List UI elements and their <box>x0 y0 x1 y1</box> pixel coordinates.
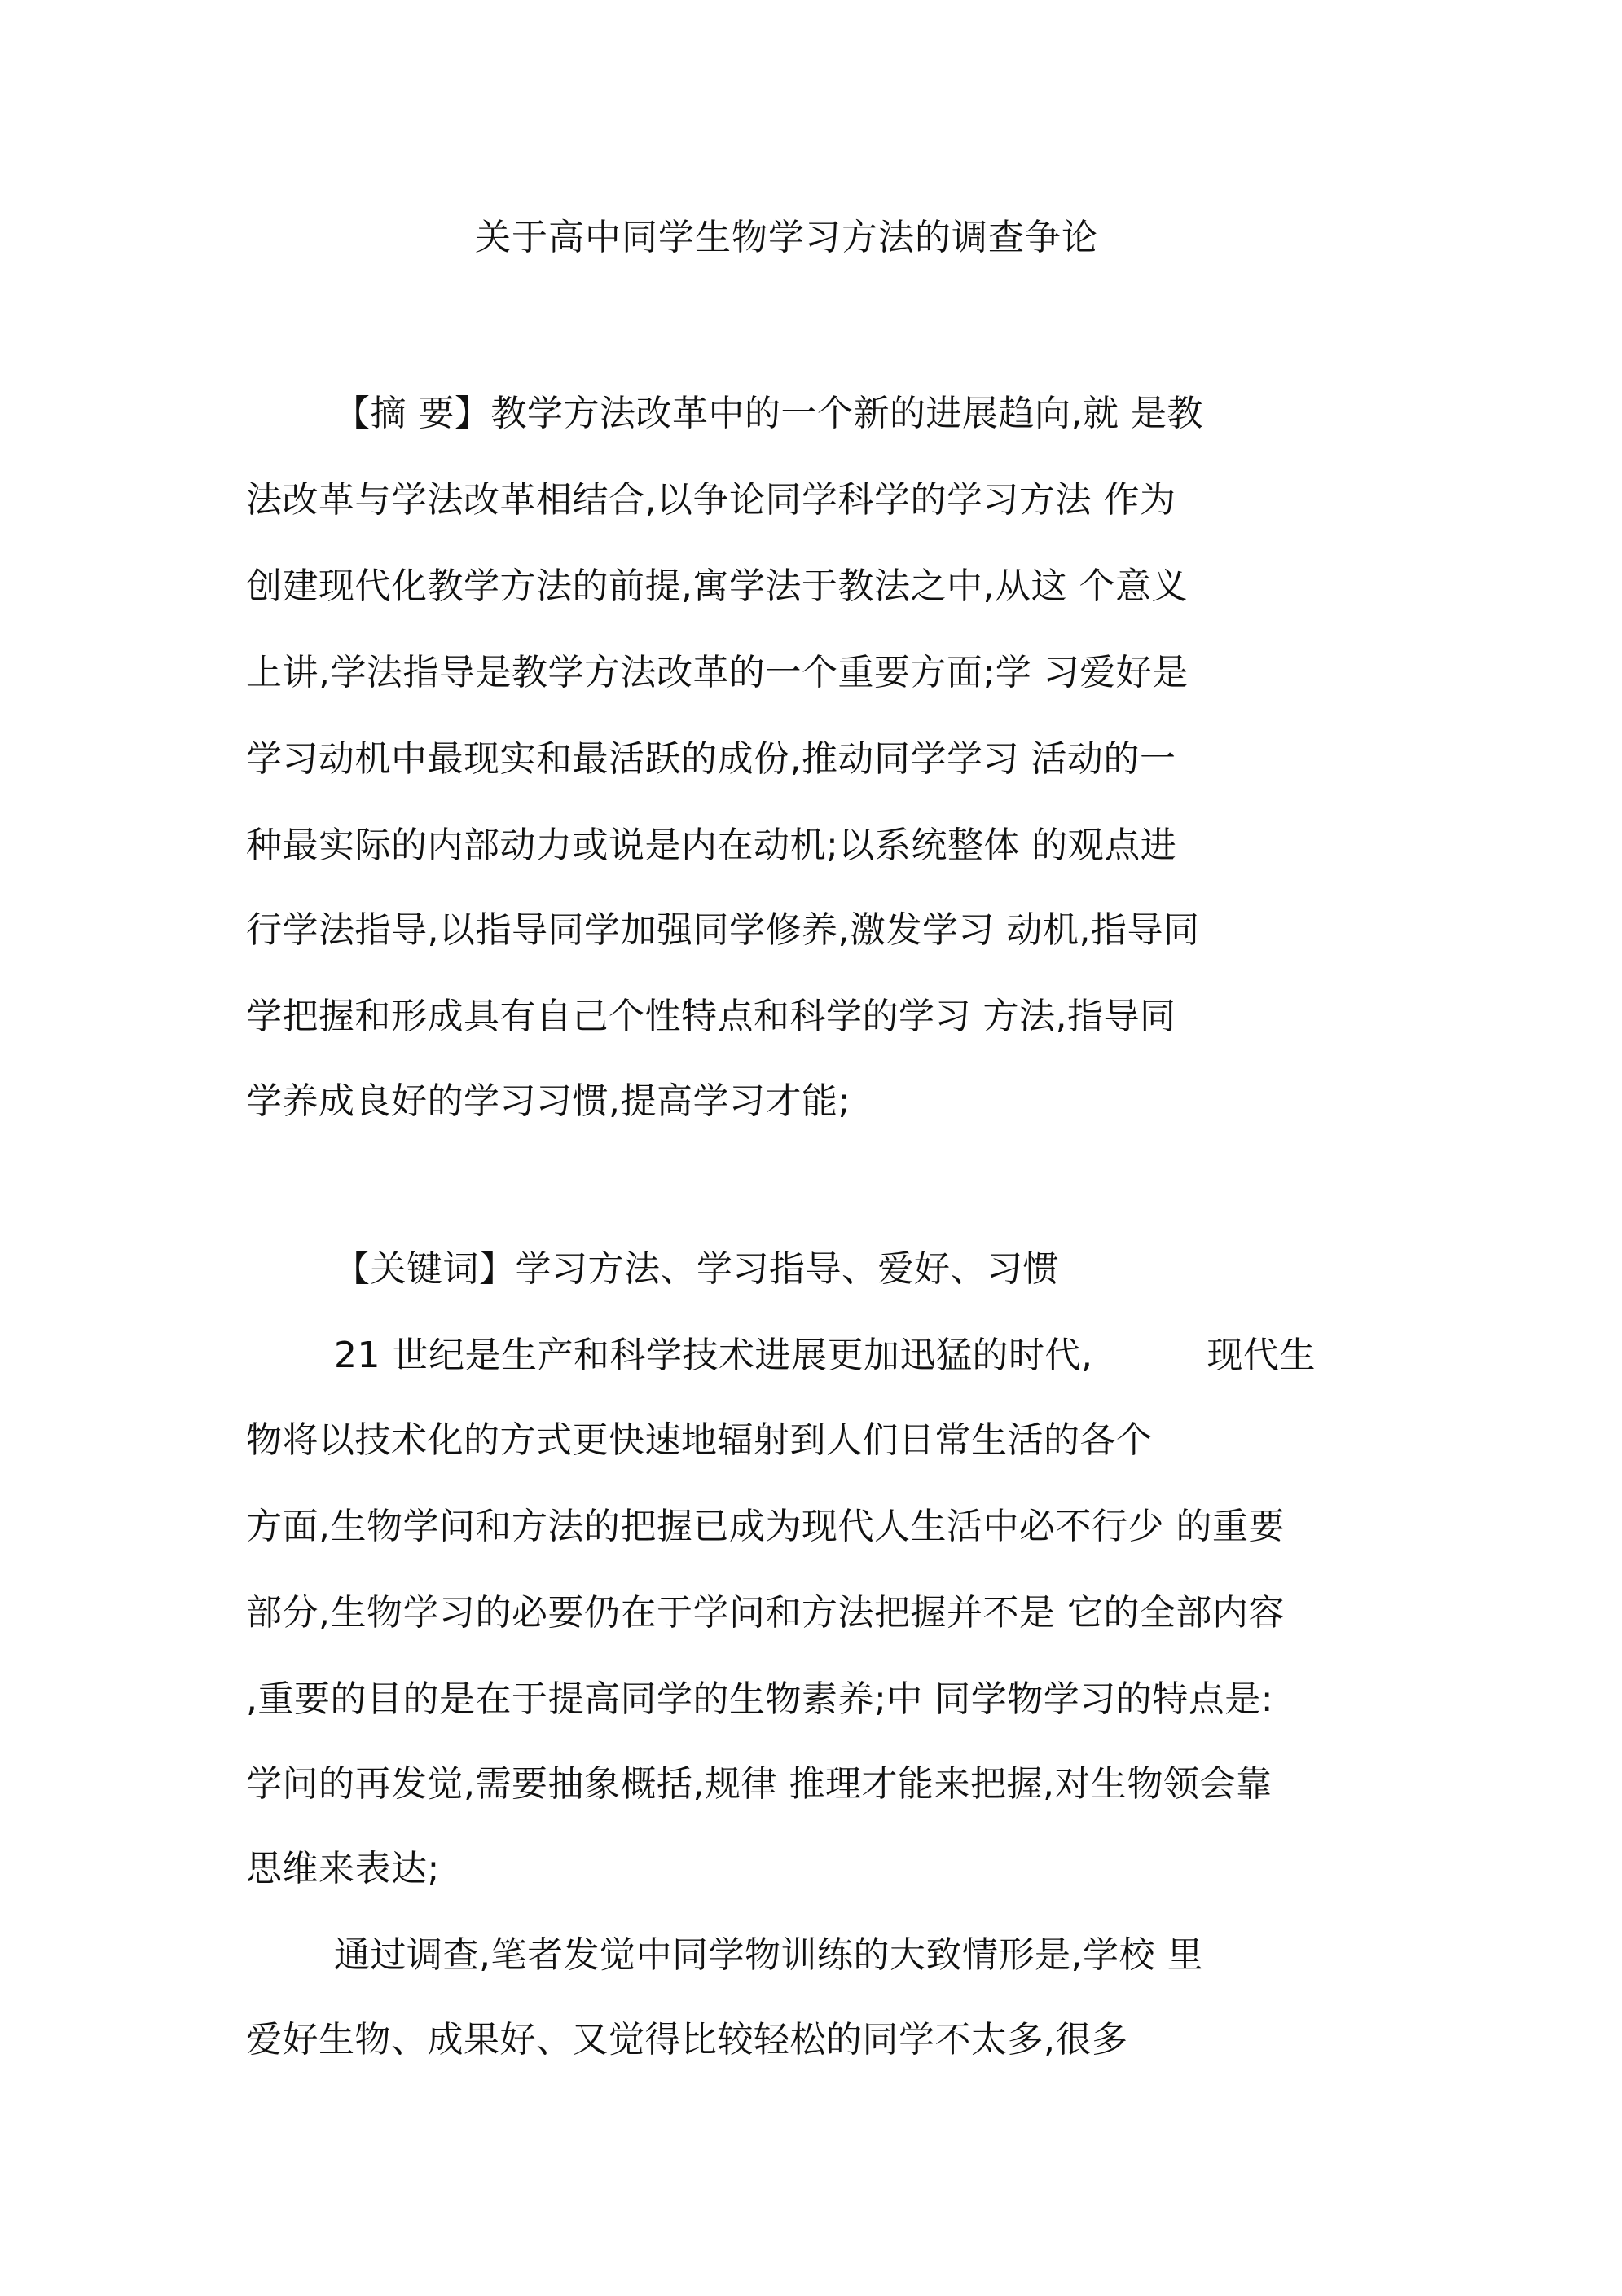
abstract-line-6: 种最实际的内部动力或说是内在动机;以系统整体 的观点进 <box>246 825 1177 866</box>
body-p1-line-7: 思维来表达; <box>246 1848 440 1889</box>
body-p1-line-1-part-b: 现代生 <box>1207 1335 1316 1376</box>
abstract-line-5: 学习动机中最现实和最活跃的成份,推动同学学习 活动的一 <box>246 738 1176 780</box>
body-p2-line-1: 通过调查,笔者发觉中同学物训练的大致情形是,学校 里 <box>334 1934 1203 1976</box>
body-p1-line-5: ,重要的目的是在于提高同学的生物素养;中 同学物学习的特点是: <box>246 1678 1274 1720</box>
body-p1-line-6: 学问的再发觉,需要抽象概括,规律 推理才能来把握,对生物领会靠 <box>246 1763 1273 1805</box>
abstract-line-4: 上讲,学法指导是教学方法改革的一个重要方面;学 习爱好是 <box>246 652 1189 693</box>
abstract-line-3: 创建现代化教学方法的前提,寓学法于教法之中,从这 个意义 <box>246 565 1188 607</box>
body-p1-line-4: 部分,生物学习的必要仍在于学问和方法把握并不是 它的全部内容 <box>246 1592 1285 1634</box>
abstract-line-8: 学把握和形成具有自己个性特点和科学的学习 方法,指导同 <box>246 996 1176 1037</box>
body-p1-line-2: 物将以技术化的方式更快速地辐射到人们日常生活的各个 <box>246 1419 1153 1461</box>
body-p1-line-3: 方面,生物学问和方法的把握已成为现代人生活中必不行少 的重要 <box>246 1506 1285 1547</box>
keywords-line: 【关键词】学习方法、学习指导、爱好、习惯 <box>334 1248 1059 1290</box>
body-p2-line-2: 爱好生物、成果好、又觉得比较轻松的同学不太多,很多 <box>246 2019 1128 2061</box>
abstract-line-1: 【摘 要】教学方法改革中的一个新的进展趋向,就 是教 <box>334 393 1203 434</box>
abstract-line-7: 行学法指导,以指导同学加强同学修养,激发学习 动机,指导同 <box>246 909 1200 951</box>
body-p1-line-1 <box>334 1331 1316 1380</box>
body-p1-line-1-part-a: 21 世纪是生产和科学技术进展更加迅猛的时代, <box>334 1335 1093 1376</box>
abstract-line-9: 学养成良好的学习习惯,提高学习才能; <box>246 1080 851 1122</box>
document-title: 关于高中同学生物学习方法的调查争论 <box>475 217 1098 258</box>
abstract-line-2: 法改革与学法改革相结合,以争论同学科学的学习方法 作为 <box>246 479 1176 521</box>
